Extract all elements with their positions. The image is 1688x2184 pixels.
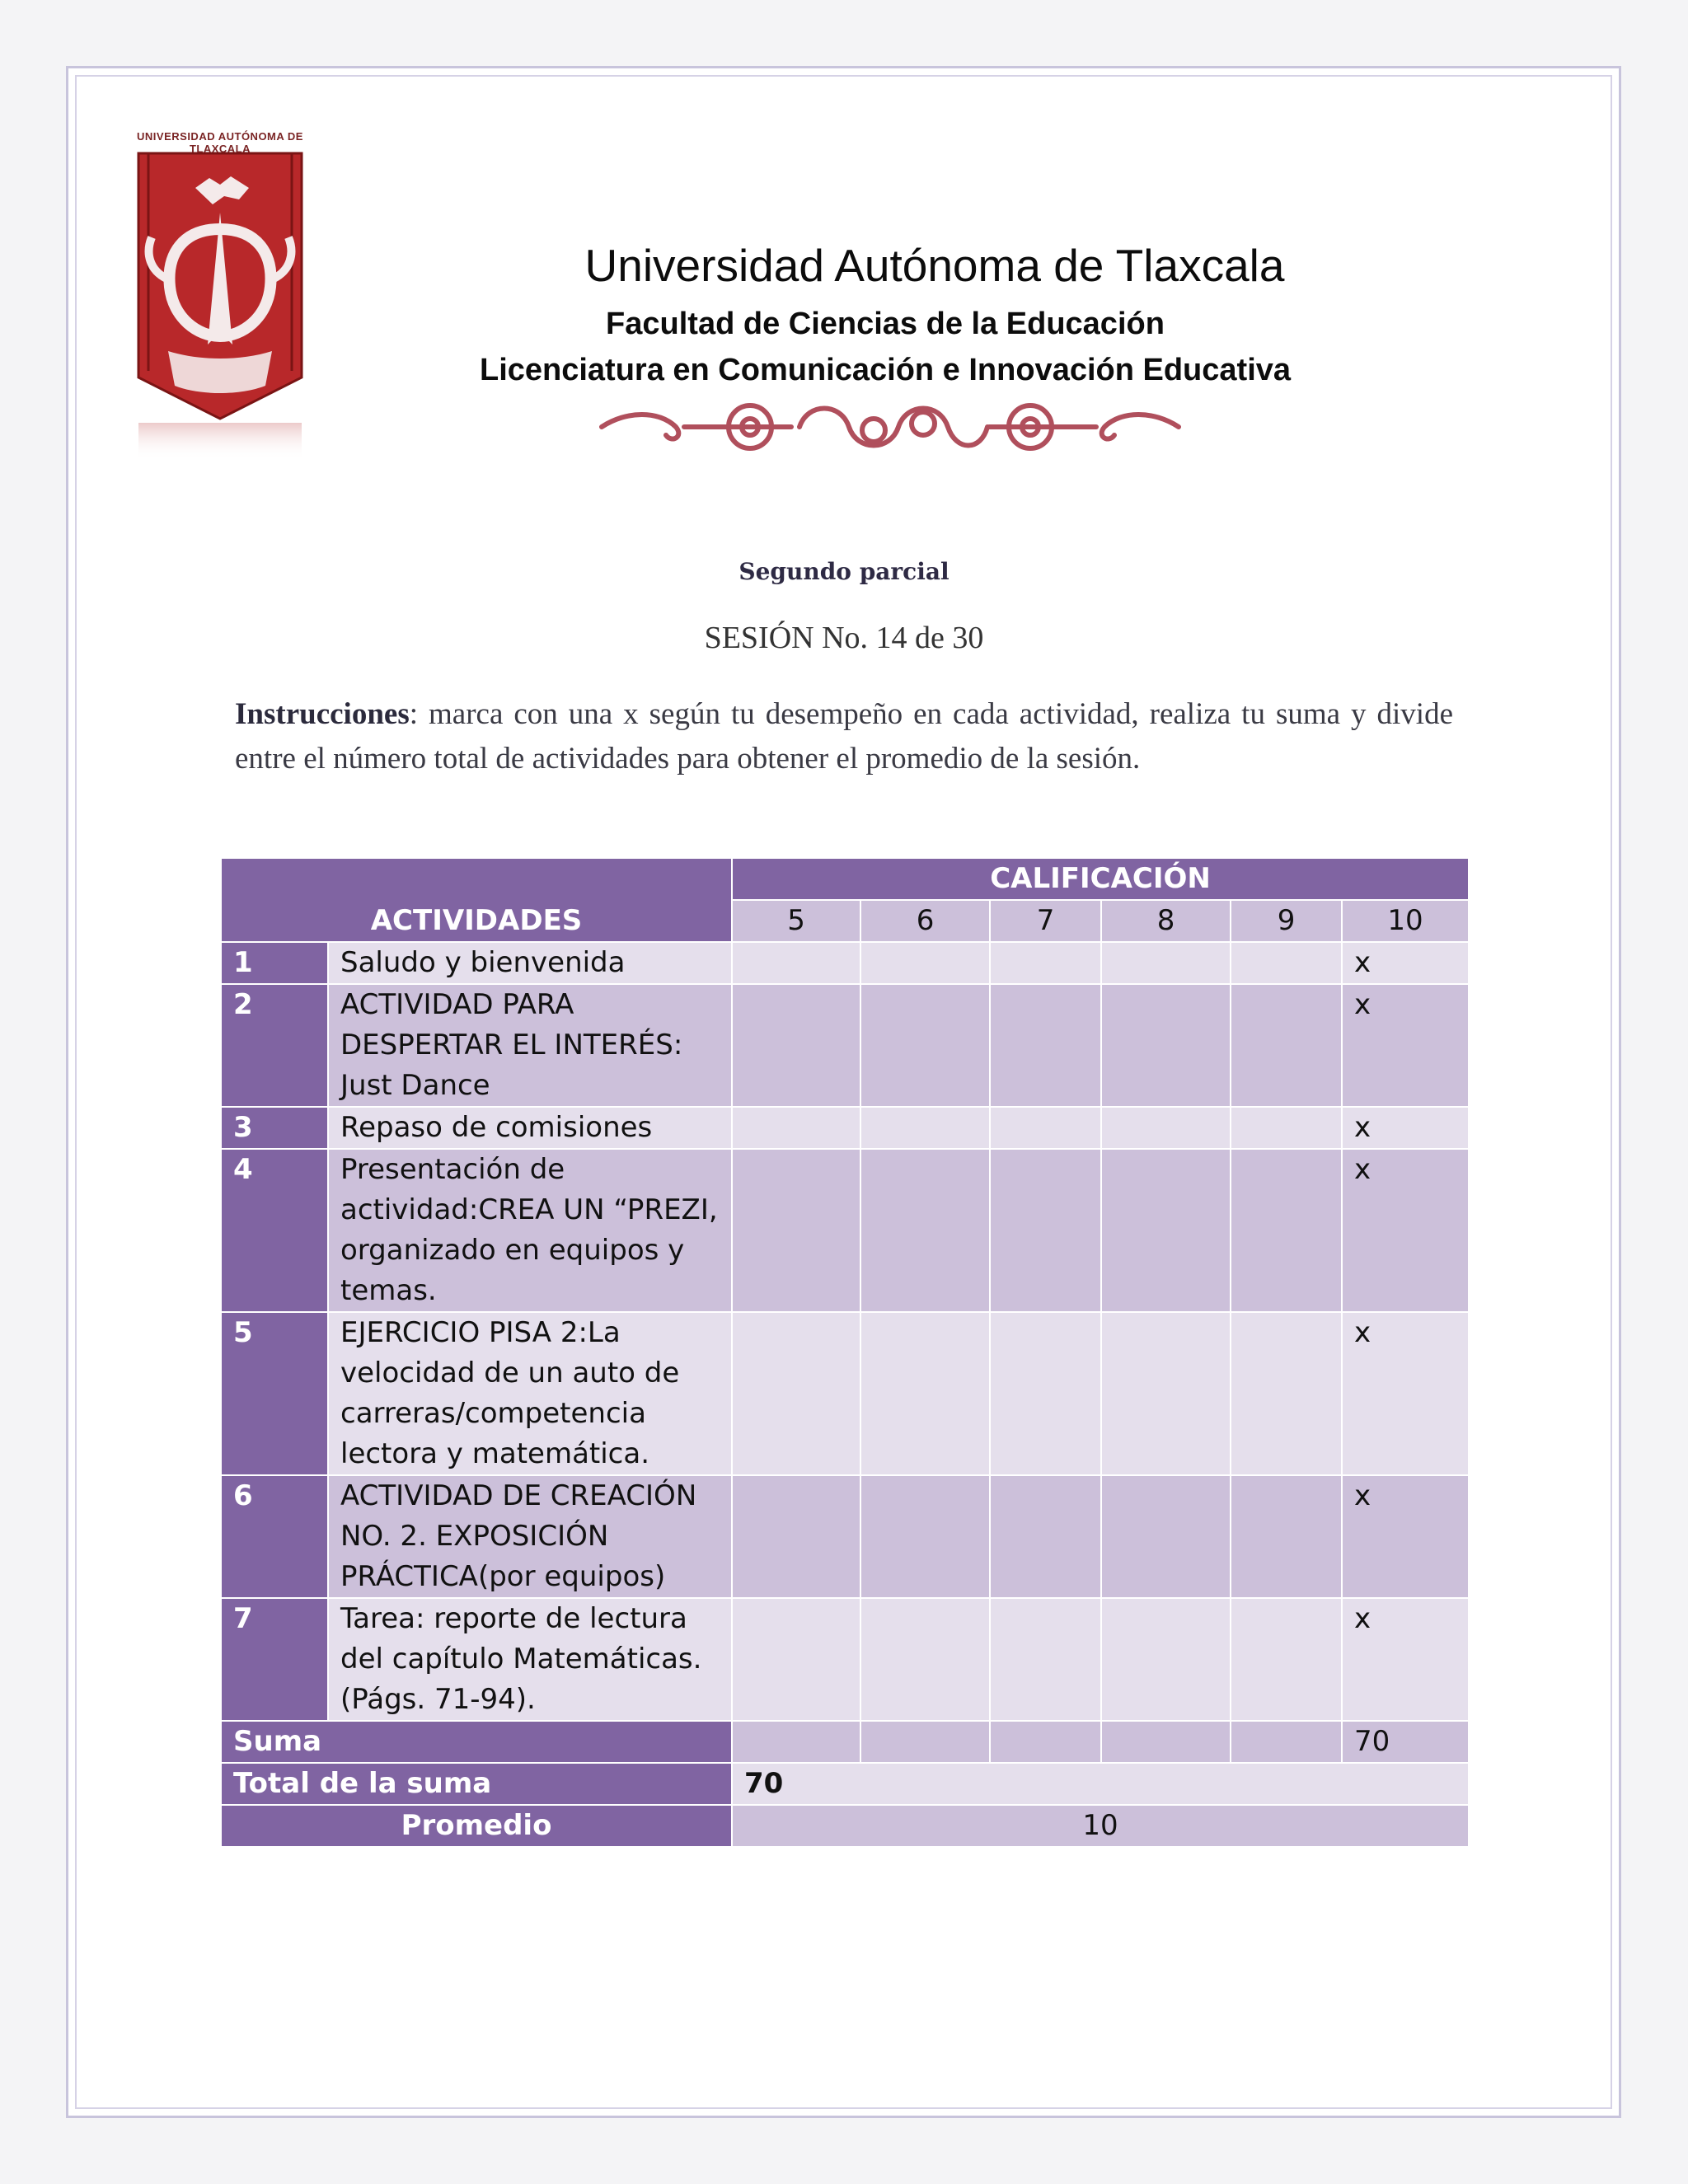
degree-name: Licenciatura en Comunicación e Innovación Educativa [479,353,1292,387]
row-number: 3 [221,1107,328,1149]
score-cell[interactable] [860,1107,990,1149]
score-cell[interactable]: x [1342,1149,1469,1312]
score-cell[interactable] [1101,1107,1231,1149]
table-row [221,1107,1469,1149]
score-cell[interactable] [1101,1598,1231,1721]
activity-name: ACTIVIDAD DE CREACIÓN NO. 2. EXPOSICIÓN PRÁCTICA(por equipos) [328,1475,732,1598]
row-number: 1 [221,942,328,984]
suma-label: Suma [221,1721,732,1763]
table-row [221,1149,1469,1312]
score-cell[interactable] [1231,1107,1342,1149]
score-cell[interactable] [860,1312,990,1475]
score-cell[interactable]: x [1342,942,1469,984]
suma-cell [732,1721,860,1763]
score-cell[interactable] [860,942,990,984]
suma-cell [1231,1721,1342,1763]
total-value: 70 [732,1763,1469,1805]
score-cell[interactable] [732,1598,860,1721]
score-cell[interactable]: x [1342,1107,1469,1149]
score-column-header: 6 [860,900,990,942]
score-cell[interactable] [990,1312,1101,1475]
score-cell[interactable] [732,984,860,1107]
score-cell[interactable] [1231,942,1342,984]
score-cell[interactable] [990,1149,1101,1312]
evaluation-table [220,857,1470,1848]
row-number: 7 [221,1598,328,1721]
table-row [221,1598,1469,1721]
score-cell[interactable]: x [1342,1598,1469,1721]
table-row [221,1312,1469,1475]
suma-cell [860,1721,990,1763]
logo-caption: UNIVERSIDAD AUTÓNOMA DE TLAXCALA [137,130,303,155]
activity-name: Presentación de actividad:CREA UN “PREZI, organizado en equipos y temas. [328,1149,732,1312]
ornament-divider-icon [593,394,1187,460]
score-cell[interactable] [732,1312,860,1475]
score-cell[interactable] [990,984,1101,1107]
suma-cell [1101,1721,1231,1763]
activity-name: ACTIVIDAD PARA DESPERTAR EL INTERÉS: Just Dance [328,984,732,1107]
activity-name: Repaso de comisiones [328,1107,732,1149]
faculty-name: Facultad de Ciencias de la Educación [606,307,1165,341]
score-cell[interactable] [860,1149,990,1312]
session-number: SESIÓN No. 14 de 30 [704,621,984,655]
score-column-header: 7 [990,900,1101,942]
score-cell[interactable] [990,1107,1101,1149]
score-cell[interactable] [732,942,860,984]
actividades-header: ACTIVIDADES [221,858,732,942]
total-label: Total de la suma [221,1763,732,1805]
row-number: 5 [221,1312,328,1475]
score-cell[interactable] [1101,942,1231,984]
score-cell[interactable] [990,942,1101,984]
score-cell[interactable] [860,1475,990,1598]
activity-name: Tarea: reporte de lectura del capítulo Matemáticas. (Págs. 71-94). [328,1598,732,1721]
university-shield-icon [134,130,307,460]
score-cell[interactable] [990,1598,1101,1721]
score-cell[interactable] [732,1107,860,1149]
score-cell[interactable] [732,1475,860,1598]
score-cell[interactable] [1231,1312,1342,1475]
score-cell[interactable] [860,984,990,1107]
partial-title: Segundo parcial [738,558,950,585]
score-column-header: 10 [1342,900,1469,942]
table-row [221,984,1469,1107]
score-cell[interactable] [1231,1475,1342,1598]
score-cell[interactable]: x [1342,1475,1469,1598]
promedio-label: Promedio [221,1805,732,1847]
instructions [235,692,1453,781]
score-cell[interactable] [1231,984,1342,1107]
table-row [221,942,1469,984]
score-cell[interactable] [1101,1475,1231,1598]
score-cell[interactable] [860,1598,990,1721]
score-cell[interactable]: x [1342,984,1469,1107]
table-row [221,1475,1469,1598]
university-name: Universidad Autónoma de Tlaxcala [584,240,1285,291]
row-number: 2 [221,984,328,1107]
suma-row [221,1721,1469,1763]
activity-name: EJERCICIO PISA 2:La velocidad de un auto de carreras/competencia lectora y matemática. [328,1312,732,1475]
score-column-header: 9 [1231,900,1342,942]
promedio-row [221,1805,1469,1847]
score-cell[interactable]: x [1342,1312,1469,1475]
score-cell[interactable] [1101,984,1231,1107]
row-number: 4 [221,1149,328,1312]
instructions-text: : marca con una x según tu desempeño en cada actividad, realiza tu suma y divide entre el número total de actividades para obtener el promedio de la sesión. [235,697,1453,776]
activity-name: Saludo y bienvenida [328,942,732,984]
score-cell[interactable] [732,1149,860,1312]
row-number: 6 [221,1475,328,1598]
instructions-label: Instrucciones [235,697,410,731]
suma-cell: 70 [1342,1721,1469,1763]
suma-cell [990,1721,1101,1763]
score-cell[interactable] [990,1475,1101,1598]
score-cell[interactable] [1101,1312,1231,1475]
score-cell[interactable] [1231,1149,1342,1312]
score-column-header: 8 [1101,900,1231,942]
score-column-header: 5 [732,900,860,942]
total-row [221,1763,1469,1805]
score-cell[interactable] [1231,1598,1342,1721]
university-logo [134,130,307,460]
score-cell[interactable] [1101,1149,1231,1312]
calificacion-header: CALIFICACIÓN [732,858,1469,900]
promedio-value: 10 [732,1805,1469,1847]
